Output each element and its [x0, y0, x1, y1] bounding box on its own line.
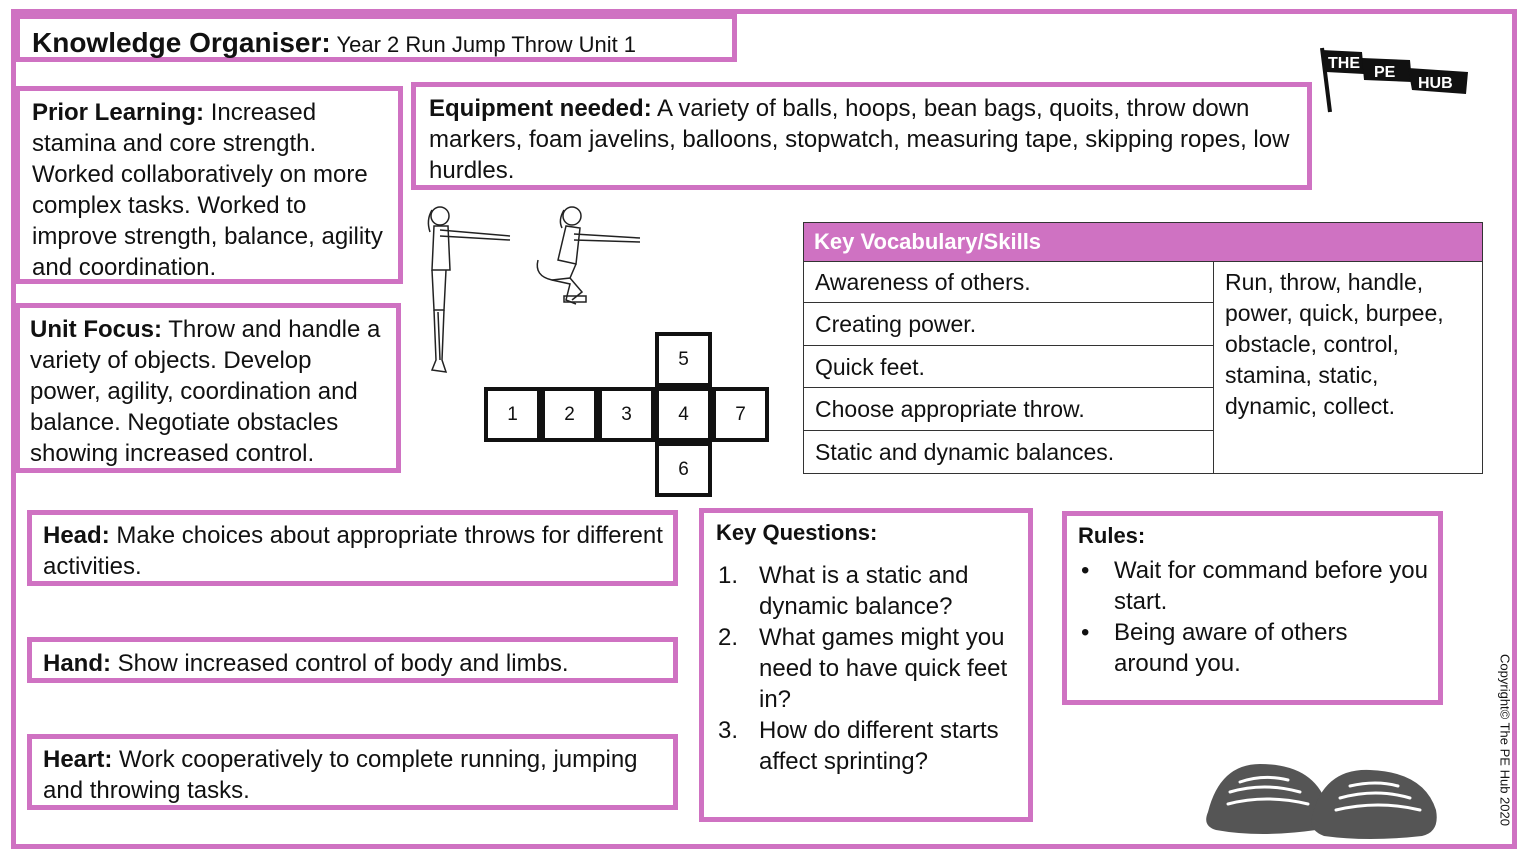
page-title: [15, 14, 737, 62]
focus-label: Unit Focus:: [30, 316, 162, 343]
title-text: Year 2 Run Jump Throw Unit 1: [336, 32, 637, 57]
squatting-figure-illustration: [530, 200, 650, 312]
grid-cell: 2: [541, 387, 598, 442]
vocab-heading: Key Vocabulary/Skills: [804, 223, 1482, 262]
question-number: 3.: [718, 717, 739, 744]
vocab-skill-list: [804, 261, 1214, 473]
head-box: [27, 510, 678, 586]
prior-learning-box: [15, 86, 403, 284]
hand-box: [27, 637, 678, 683]
question-item: [716, 560, 1018, 622]
question-text: What is a static and dynamic balance?: [759, 562, 969, 620]
vocab-row: Static and dynamic balances.: [804, 431, 1214, 473]
vocab-row: Choose appropriate throw.: [804, 388, 1214, 430]
head-text: Make choices about appropriate throws for different activities.: [43, 522, 663, 580]
key-questions-list: [716, 560, 1018, 777]
question-number: 1.: [718, 562, 739, 589]
question-number: 2.: [718, 624, 739, 651]
heart-box: [27, 734, 678, 810]
equipment-box: [411, 82, 1312, 190]
standing-figure-illustration: [420, 200, 520, 380]
question-text: How do different starts affect sprinting?: [759, 717, 999, 775]
key-vocabulary-table: [803, 222, 1483, 474]
key-questions-label: Key Questions:: [716, 520, 878, 545]
unit-focus-box: [15, 303, 401, 473]
rules-list: [1078, 555, 1428, 679]
focus-text: Throw and handle a variety of objects. Develop power, agility, coordination and balance. Negotiate obstacles showing increased control.: [30, 316, 381, 467]
vocab-row: Quick feet.: [804, 346, 1214, 388]
cones-illustration: [1200, 742, 1460, 842]
vocab-row: Awareness of others.: [804, 261, 1214, 303]
heart-label: Heart:: [43, 746, 113, 773]
question-item: [716, 622, 1018, 715]
head-label: Head:: [43, 522, 110, 549]
prior-text: Increased stamina and core strength. Worked collaboratively on more complex tasks. Worked to improve strength, balance, agility and coordination.: [32, 99, 383, 281]
grid-cell: 3: [598, 387, 655, 442]
rules-box: [1062, 511, 1443, 705]
pe-hub-logo: [1318, 46, 1470, 114]
prior-label: Prior Learning:: [32, 99, 205, 126]
question-item: [716, 715, 1018, 777]
equipment-label: Equipment needed:: [429, 95, 652, 122]
rules-label: Rules:: [1078, 523, 1146, 548]
grid-cell: 7: [712, 387, 769, 442]
logo-hub: HUB: [1418, 75, 1453, 92]
vocab-words: Run, throw, handle, power, quick, burpee, obstacle, control, stamina, static, dynamic, collect.: [1225, 269, 1444, 419]
logo-the: THE: [1328, 55, 1360, 72]
grid-cell: 4: [655, 387, 712, 442]
rule-item: • Wait for command before you start.: [1078, 555, 1428, 617]
vocab-row: Creating power.: [804, 303, 1214, 345]
hand-label: Hand:: [43, 650, 111, 677]
copyright-text: Copyright© The PE Hub 2020: [1497, 654, 1513, 826]
title-bold: Knowledge Organiser:: [32, 27, 331, 58]
key-questions-box: [699, 508, 1033, 822]
logo-pe: PE: [1374, 64, 1396, 81]
grid-cell-top: 5: [655, 332, 712, 387]
grid-cell: 1: [484, 387, 541, 442]
equipment-text: A variety of balls, hoops, bean bags, quoits, throw down markers, foam javelins, balloons, stopwatch, measuring tape, skipping ropes, low hurdles.: [429, 95, 1290, 184]
copyright-notice: [1490, 640, 1520, 840]
grid-cell-bottom: 6: [655, 442, 712, 497]
heart-text: Work cooperatively to complete running, jumping and throwing tasks.: [43, 746, 638, 804]
rule-item: • Being aware of others around you.: [1078, 617, 1428, 679]
question-text: What games might you need to have quick feet in?: [759, 624, 1008, 713]
hand-text: Show increased control of body and limbs.: [117, 650, 569, 677]
